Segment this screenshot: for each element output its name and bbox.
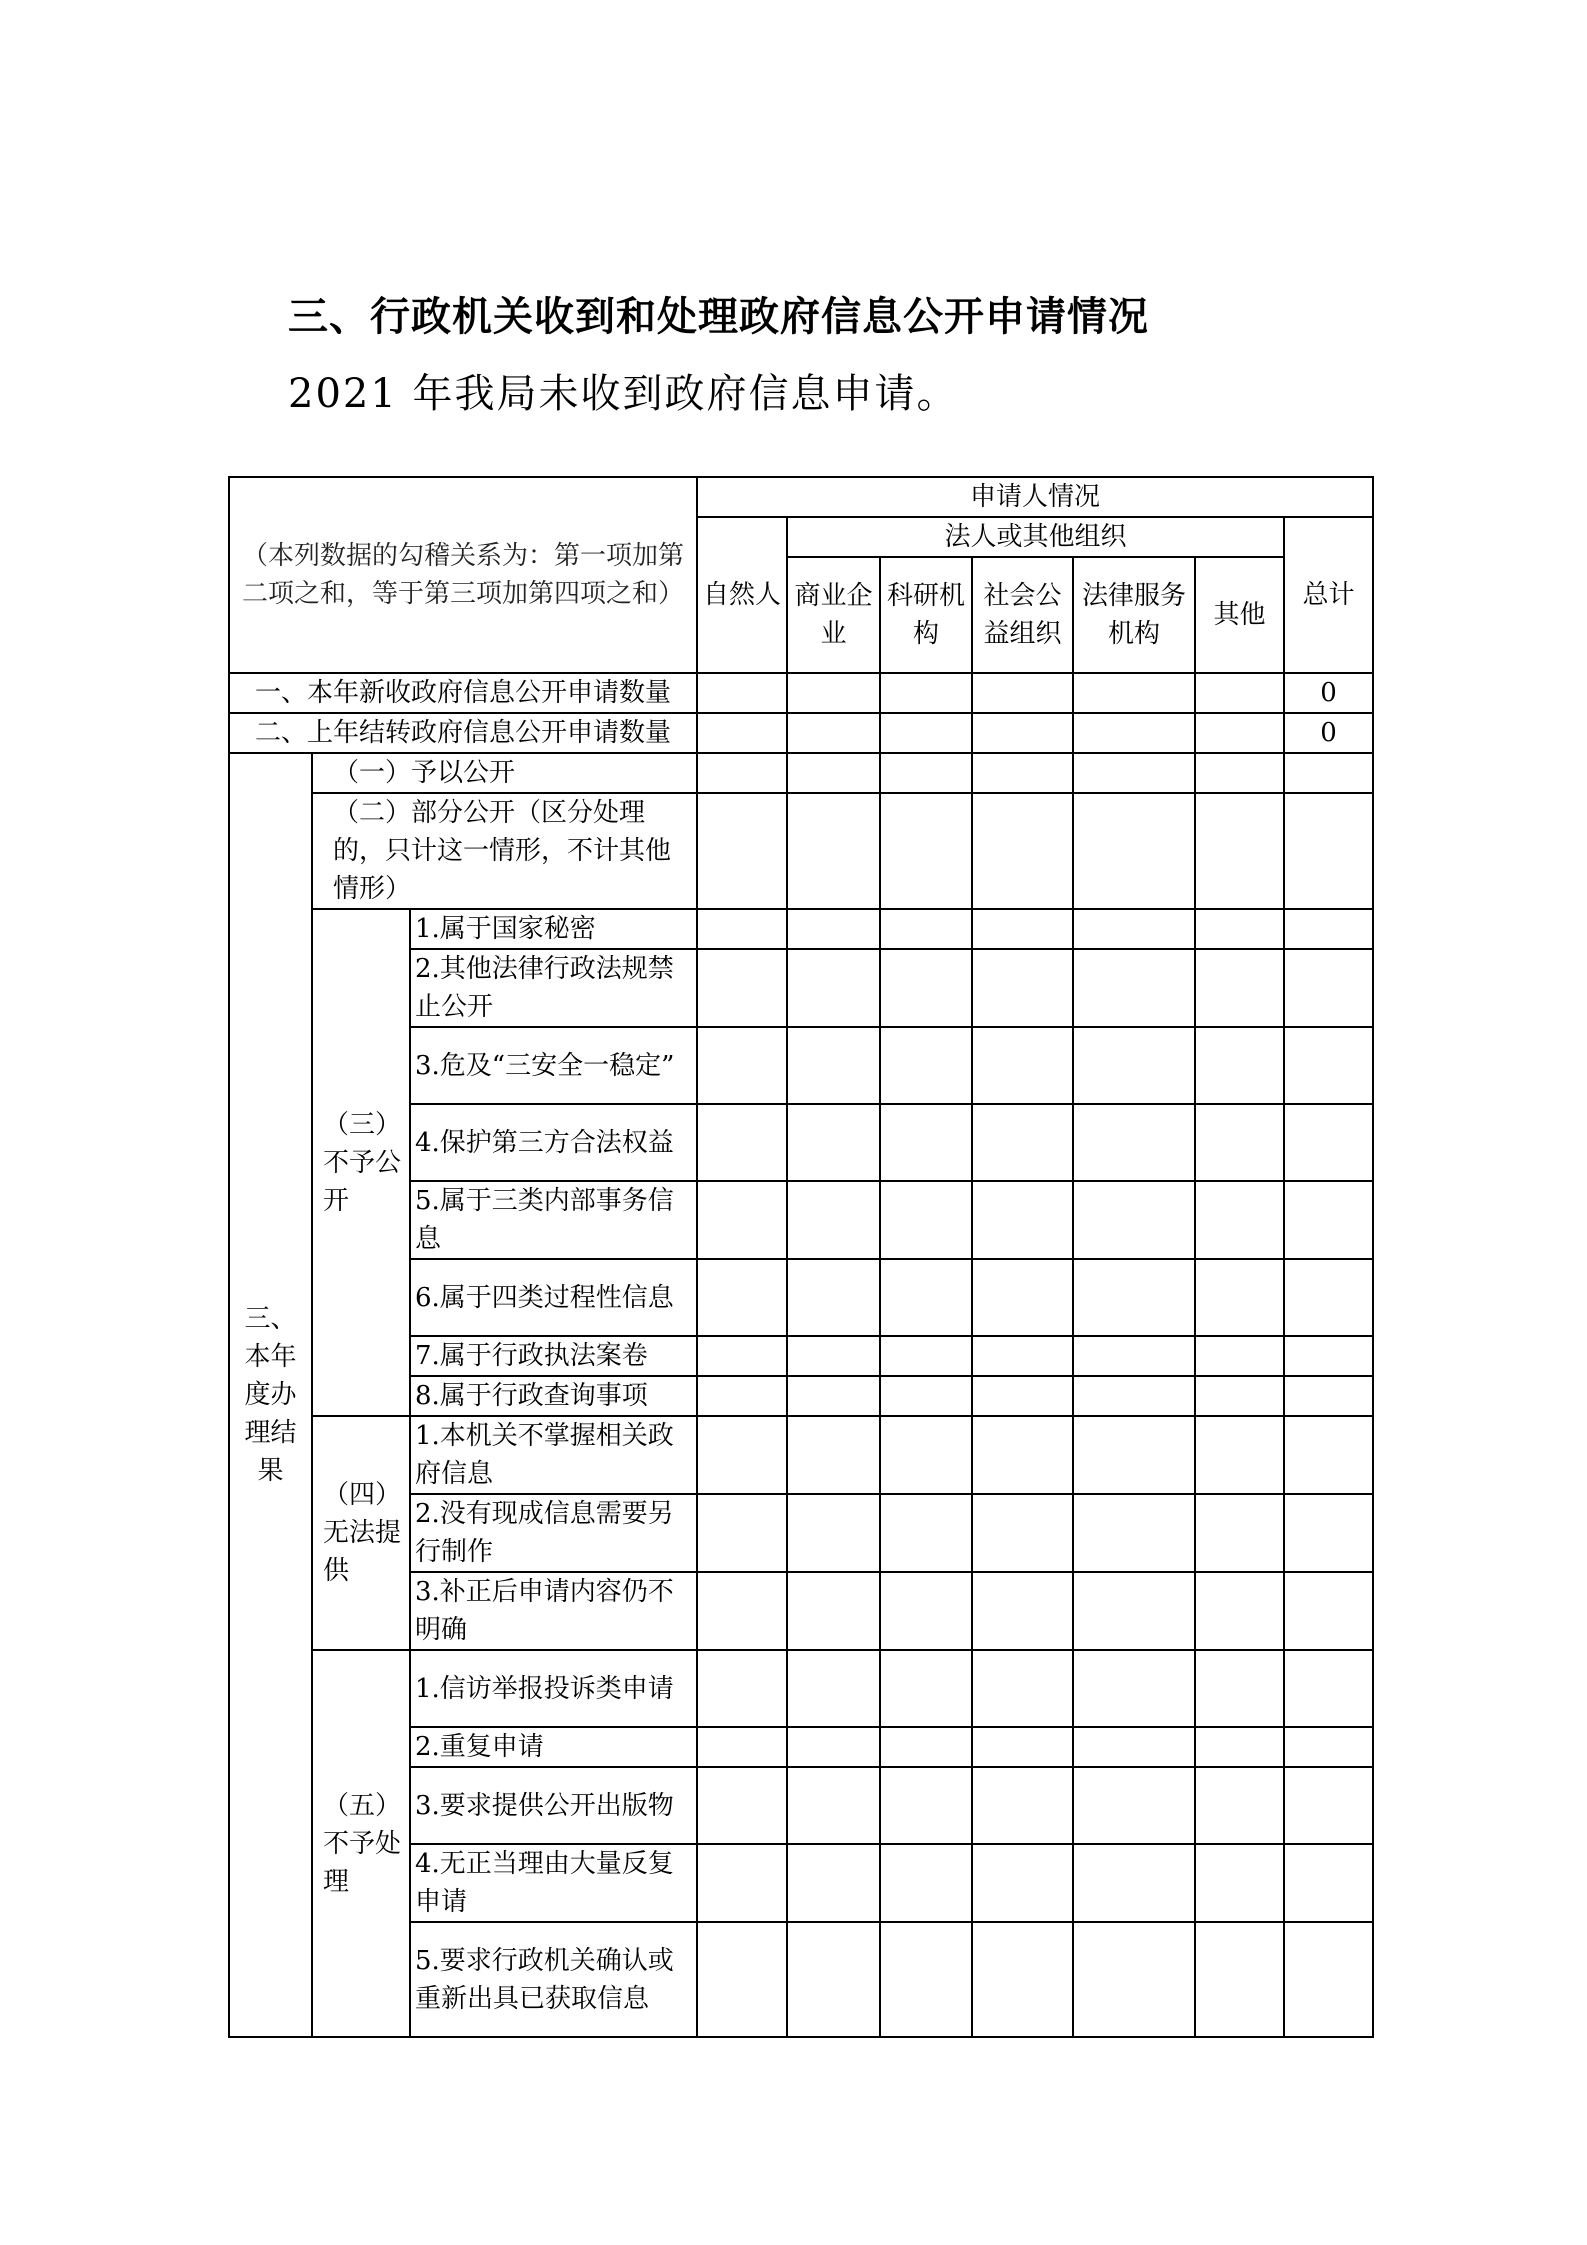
total-value: 0 — [1284, 673, 1373, 713]
row-label: 5.要求行政机关确认或重新出具已获取信息 — [410, 1922, 697, 2037]
header-public-welfare: 社会公益组织 — [972, 557, 1073, 673]
row-label: 2.重复申请 — [410, 1727, 697, 1767]
header-research: 科研机构 — [880, 557, 972, 673]
header-applicant: 申请人情况 — [697, 477, 1373, 517]
sub-group-label: （四）无法提供 — [312, 1416, 410, 1650]
statistics-table — [228, 476, 1374, 2038]
sub-group-label: （五）不予处理 — [312, 1650, 410, 2037]
row-label: 2.其他法律行政法规禁止公开 — [410, 949, 697, 1027]
table-row — [229, 713, 1373, 753]
header-natural-person: 自然人 — [697, 517, 787, 673]
row-label: 8.属于行政查询事项 — [410, 1376, 697, 1416]
row-label: 3.危及“三安全一稳定” — [410, 1027, 697, 1104]
table-note: （本列数据的勾稽关系为：第一项加第二项之和，等于第三项加第四项之和） — [229, 477, 697, 673]
row-label: 一、本年新收政府信息公开申请数量 — [229, 673, 697, 713]
row-label: 二、上年结转政府信息公开申请数量 — [229, 713, 697, 753]
table-row — [229, 1416, 1373, 1494]
group-label-results: 三、本年度办理结果 — [229, 753, 312, 2037]
intro-paragraph: 2021 年我局未收到政府信息申请。 — [288, 371, 959, 417]
total-value: 0 — [1284, 713, 1373, 753]
header-legal-entities: 法人或其他组织 — [787, 517, 1284, 557]
row-label: （一）予以公开 — [312, 753, 697, 793]
row-label: （二）部分公开（区分处理的，只计这一情形，不计其他情形） — [312, 793, 697, 909]
header-business: 商业企业 — [787, 557, 880, 673]
row-label: 3.要求提供公开出版物 — [410, 1767, 697, 1844]
row-label: 2.没有现成信息需要另行制作 — [410, 1494, 697, 1572]
row-label: 1.属于国家秘密 — [410, 909, 697, 949]
table-row — [229, 793, 1373, 909]
row-label: 7.属于行政执法案卷 — [410, 1336, 697, 1376]
row-label: 4.保护第三方合法权益 — [410, 1104, 697, 1181]
table-row — [229, 753, 1373, 793]
row-label: 1.本机关不掌握相关政府信息 — [410, 1416, 697, 1494]
section-title: 三、行政机关收到和处理政府信息公开申请情况 — [288, 294, 1149, 340]
header-legal-service: 法律服务机构 — [1073, 557, 1195, 673]
header-total: 总计 — [1284, 517, 1373, 673]
row-label: 4.无正当理由大量反复申请 — [410, 1844, 697, 1922]
row-label: 5.属于三类内部事务信息 — [410, 1181, 697, 1259]
sub-group-label: （三）不予公开 — [312, 909, 410, 1416]
table-row — [229, 1650, 1373, 1727]
table-row — [229, 909, 1373, 949]
header-other: 其他 — [1195, 557, 1284, 673]
row-label: 1.信访举报投诉类申请 — [410, 1650, 697, 1727]
row-label: 3.补正后申请内容仍不明确 — [410, 1572, 697, 1650]
table-row — [229, 673, 1373, 713]
row-label: 6.属于四类过程性信息 — [410, 1259, 697, 1336]
